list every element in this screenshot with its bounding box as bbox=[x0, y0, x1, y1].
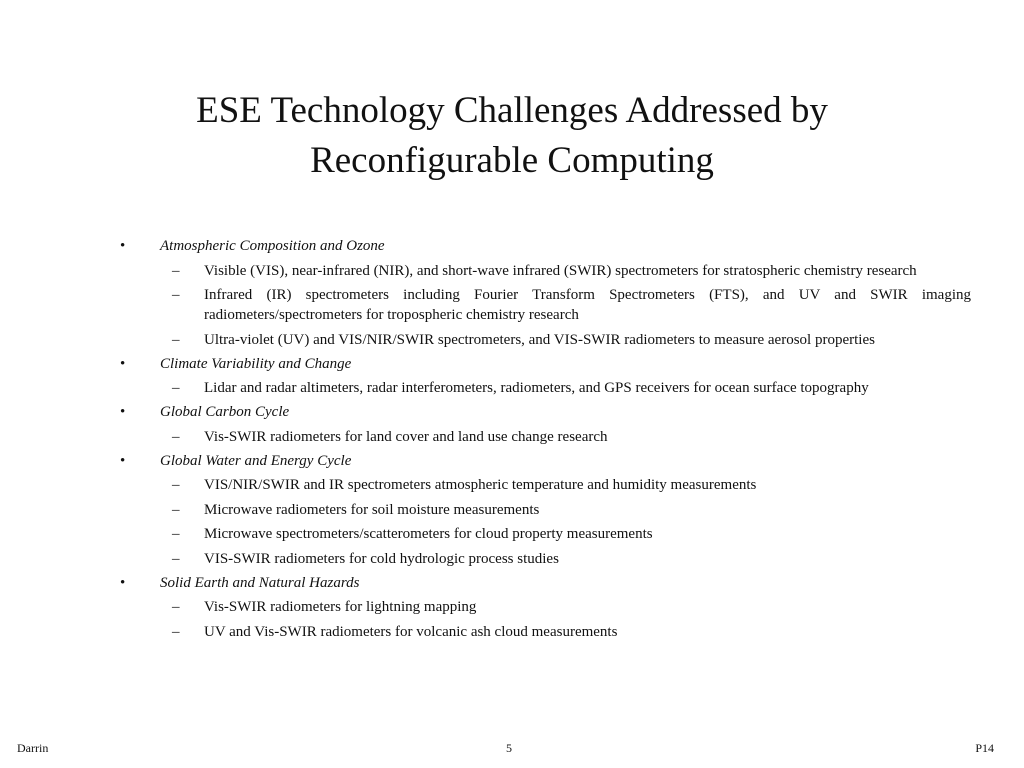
slide-title-line-2: Reconfigurable Computing bbox=[310, 140, 714, 181]
list-item-text: Visible (VIS), near-infrared (NIR), and short-wave infrared (SWIR) spectrometers for stratospheric chemistry research bbox=[204, 262, 917, 279]
dash-marker: – bbox=[172, 526, 180, 542]
list-item-text: Infrared (IR) spectrometers including Fourier Transform Spectrometers (FTS), and UV and SWIR imaging radiometers/spectrometers for tropospheric chemistry research bbox=[204, 287, 971, 323]
slide-title-line-1: ESE Technology Challenges Addressed by bbox=[196, 90, 828, 131]
topic-atmospheric-composition bbox=[118, 236, 971, 256]
list-item bbox=[118, 427, 971, 447]
topic-global-carbon-cycle-items bbox=[118, 427, 971, 447]
list-item bbox=[118, 330, 971, 350]
list-item-text: Lidar and radar altimeters, radar interferometers, radiometers, and GPS receivers for ocean surface topography bbox=[204, 380, 869, 396]
list-item bbox=[118, 261, 971, 281]
bullet-marker: • bbox=[120, 574, 126, 591]
footer-page-number: 5 bbox=[506, 741, 512, 755]
dash-marker: – bbox=[172, 501, 180, 518]
bullet-marker: • bbox=[120, 238, 126, 254]
list-item-text: Microwave radiometers for soil moisture measurements bbox=[204, 501, 540, 518]
dash-marker: – bbox=[172, 287, 180, 303]
topic-global-carbon-cycle bbox=[118, 402, 971, 422]
list-item-text: Vis-SWIR radiometers for land cover and land use change research bbox=[204, 428, 608, 445]
bullet-marker: • bbox=[120, 452, 126, 469]
slide-title bbox=[112, 86, 912, 186]
topic-label: Global Water and Energy Cycle bbox=[160, 452, 352, 469]
dash-marker: – bbox=[172, 262, 180, 279]
topic-label: Atmospheric Composition and Ozone bbox=[160, 238, 385, 254]
bullet-marker: • bbox=[120, 355, 126, 372]
list-item bbox=[118, 475, 971, 495]
dash-marker: – bbox=[172, 331, 180, 348]
dash-marker: – bbox=[172, 599, 180, 615]
list-item bbox=[118, 378, 971, 398]
topic-solid-earth-hazards-items bbox=[118, 597, 971, 642]
topic-label: Global Carbon Cycle bbox=[160, 404, 290, 420]
list-item bbox=[118, 524, 971, 544]
list-item bbox=[118, 597, 971, 617]
dash-marker: – bbox=[172, 428, 180, 445]
list-item bbox=[118, 285, 971, 325]
list-item-text: VIS-SWIR radiometers for cold hydrologic process studies bbox=[204, 550, 559, 567]
dash-marker: – bbox=[172, 380, 180, 396]
dash-marker: – bbox=[172, 550, 180, 567]
topic-global-water-energy bbox=[118, 451, 971, 471]
topic-climate-variability bbox=[118, 354, 971, 374]
footer-author: Darrin bbox=[17, 741, 49, 755]
list-item-text: VIS/NIR/SWIR and IR spectrometers atmospheric temperature and humidity measurements bbox=[204, 477, 757, 493]
list-item bbox=[118, 549, 971, 569]
list-item bbox=[118, 500, 971, 520]
bullet-content bbox=[118, 236, 971, 642]
list-item-text: Ultra-violet (UV) and VIS/NIR/SWIR spectrometers, and VIS-SWIR radiometers to measure aerosol properties bbox=[204, 331, 875, 348]
topic-global-water-energy-items bbox=[118, 475, 971, 569]
bullet-marker: • bbox=[120, 404, 126, 420]
list-item-text: UV and Vis-SWIR radiometers for volcanic ash cloud measurements bbox=[204, 623, 618, 640]
topic-label: Solid Earth and Natural Hazards bbox=[160, 574, 360, 591]
dash-marker: – bbox=[172, 623, 180, 640]
dash-marker: – bbox=[172, 477, 180, 493]
footer-slide-id: P14 bbox=[975, 741, 994, 755]
topic-solid-earth-hazards bbox=[118, 573, 971, 593]
list-item-text: Microwave spectrometers/scatterometers for cloud property measurements bbox=[204, 526, 653, 542]
topic-atmospheric-composition-items bbox=[118, 261, 971, 350]
topic-climate-variability-items bbox=[118, 378, 971, 398]
list-item bbox=[118, 622, 971, 642]
topic-label: Climate Variability and Change bbox=[160, 355, 352, 372]
list-item-text: Vis-SWIR radiometers for lightning mapping bbox=[204, 599, 477, 615]
